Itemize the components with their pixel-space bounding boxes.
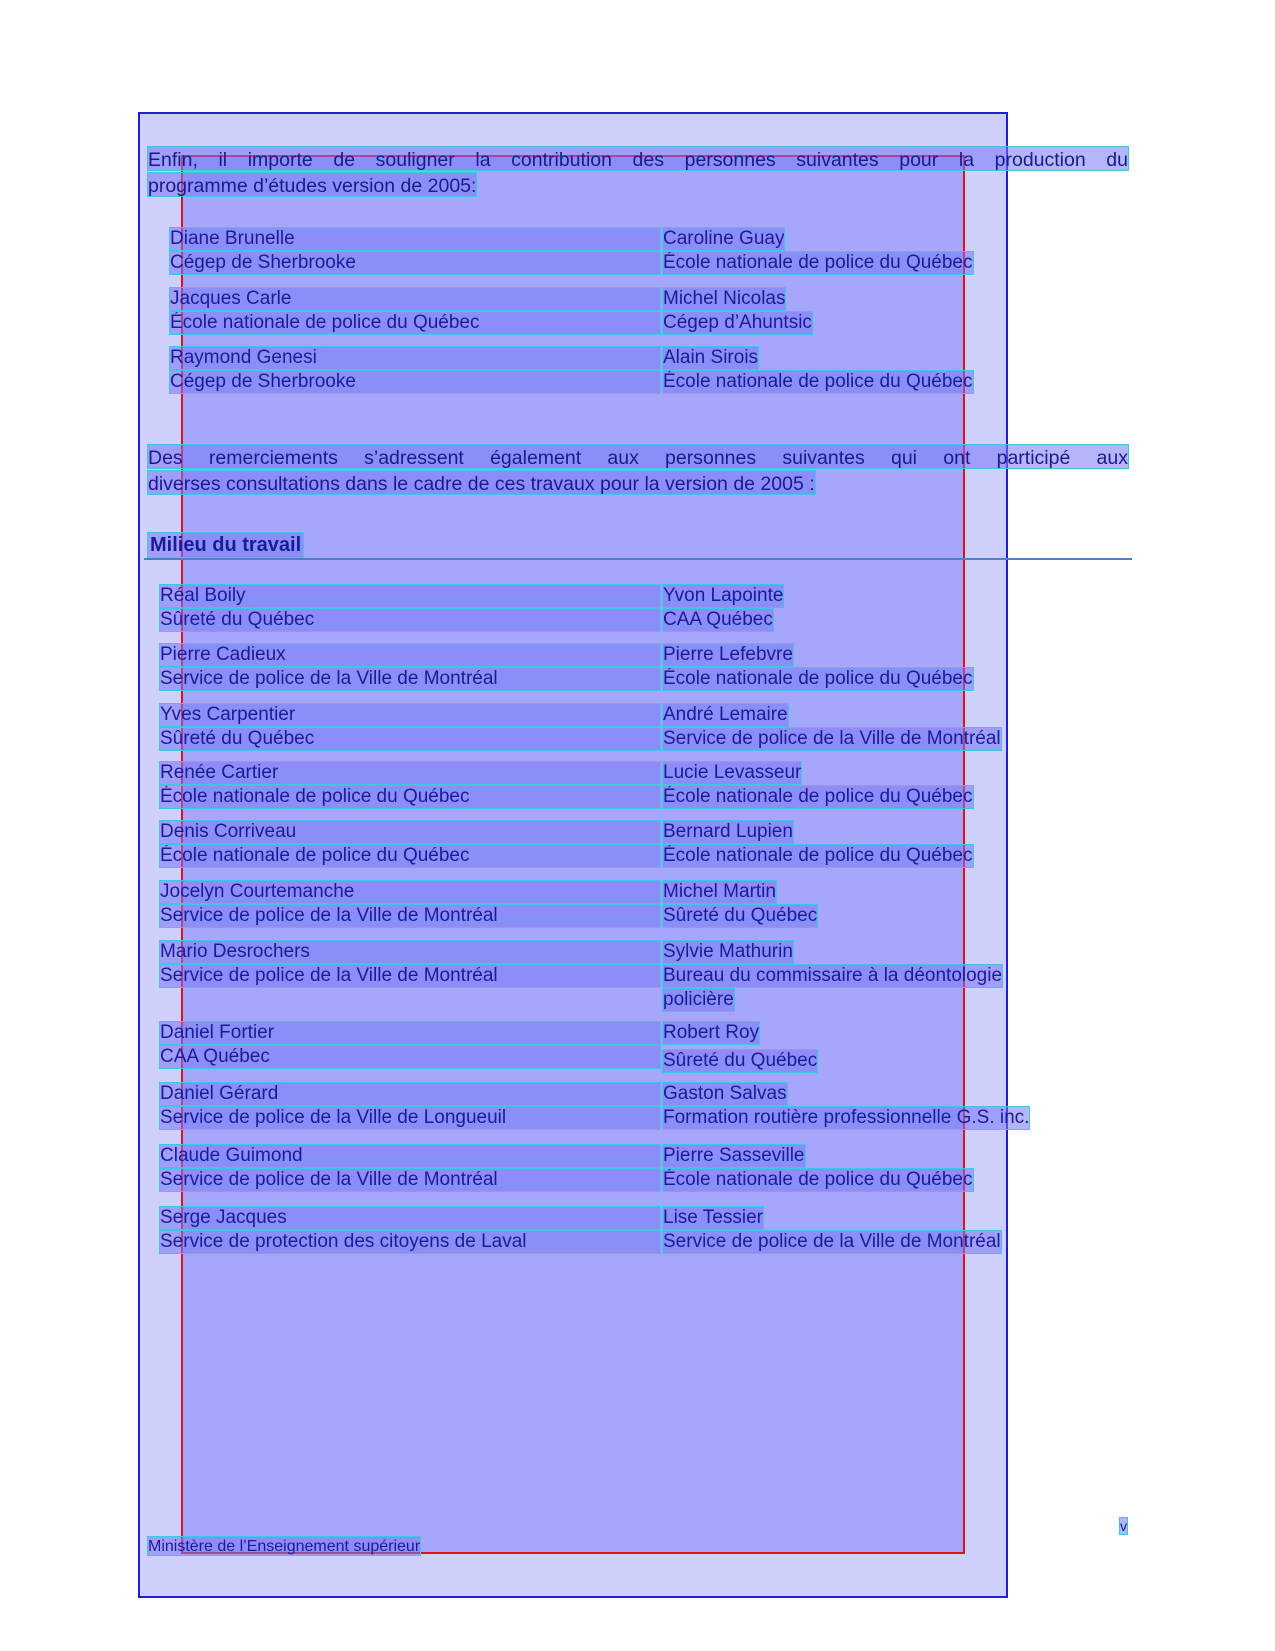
consultant-name: Denis Corriveau: [160, 821, 660, 843]
contributor-name: Michel Nicolas: [663, 288, 786, 309]
consultant-name: Michel Martin: [663, 881, 776, 902]
consultant-org: Sûreté du Québec: [160, 609, 660, 631]
contributor-name: Alain Sirois: [663, 347, 759, 368]
consultant-name: Jocelyn Courtemanche: [160, 881, 660, 903]
consultant-name: Renée Cartier: [160, 762, 660, 784]
consultant-name: Bernard Lupien: [663, 821, 793, 842]
consultant-name: Serge Jacques: [160, 1207, 660, 1229]
consultant-org: Service de police de la Ville de Montréal: [160, 905, 660, 927]
consultant-name: Claude Guimond: [160, 1145, 660, 1167]
intro-paragraph: [148, 147, 1128, 199]
consultant-org: École nationale de police du Québec: [160, 786, 660, 808]
consultant-name: Yvon Lapointe: [663, 585, 784, 606]
consultant-org: École nationale de police du Québec: [160, 845, 660, 867]
consultant-org: École nationale de police du Québec: [663, 845, 973, 866]
consultant-name: Réal Boily: [160, 585, 660, 607]
contributor-org: Cégep de Sherbrooke: [170, 252, 660, 274]
consultant-org: Service de police de la Ville de Montréal: [663, 1231, 1001, 1252]
consultant-org: École nationale de police du Québec: [663, 786, 973, 807]
consultant-org: Bureau du commissaire à la déontologie: [663, 965, 1003, 986]
consultant-org: CAA Québec: [160, 1046, 660, 1068]
contributor-org: Cégep de Sherbrooke: [170, 371, 660, 393]
section-heading: Milieu du travail: [150, 534, 302, 556]
consultant-name: Pierre Sasseville: [663, 1145, 805, 1166]
consultant-org-continued: policière: [663, 989, 734, 1010]
intro-line-1: Enfin, il importe de souligner la contribution des personnes suivantes pour la production du: [148, 149, 1128, 171]
contributor-org: École nationale de police du Québec: [663, 371, 973, 392]
contributor-org: Cégep d’Ahuntsic: [663, 312, 812, 333]
consultant-org: Service de police de la Ville de Montréal: [160, 668, 660, 690]
consultant-org: Formation routière professionnelle G.S. inc.: [663, 1107, 1030, 1128]
consultant-org: Service de police de la Ville de Longueuil: [160, 1107, 660, 1129]
consultant-name: Lucie Levasseur: [663, 762, 802, 783]
consultant-org: Service de police de la Ville de Montréal: [663, 728, 1001, 749]
consultant-name: Robert Roy: [663, 1022, 760, 1043]
contributor-org: École nationale de police du Québec: [663, 252, 973, 273]
consultant-org: Sûreté du Québec: [160, 728, 660, 750]
consultant-name: Yves Carpentier: [160, 704, 660, 726]
contributor-name: Caroline Guay: [663, 228, 785, 249]
contributor-name: Raymond Genesi: [170, 347, 660, 369]
consultant-org: CAA Québec: [663, 609, 773, 630]
consultant-name: Lise Tessier: [663, 1207, 763, 1228]
heading-rule: [144, 558, 1132, 560]
consultant-name: Sylvie Mathurin: [663, 941, 793, 962]
consultant-org: Service de police de la Ville de Montréal: [160, 1169, 660, 1191]
page-number: v: [1120, 1518, 1127, 1534]
contributor-name: Diane Brunelle: [170, 228, 660, 250]
consultant-org: Service de police de la Ville de Montréal: [160, 965, 660, 987]
consultant-org: École nationale de police du Québec: [663, 668, 973, 689]
consultant-org: Sûreté du Québec: [663, 905, 818, 926]
consultant-name: Daniel Fortier: [160, 1022, 660, 1044]
consultant-org: École nationale de police du Québec: [663, 1169, 973, 1190]
consultant-name: Gaston Salvas: [663, 1083, 787, 1104]
consultant-name: Daniel Gérard: [160, 1083, 660, 1105]
consultant-name: Mario Desrochers: [160, 941, 660, 963]
consultant-name: André Lemaire: [663, 704, 788, 725]
contributor-org: École nationale de police du Québec: [170, 312, 660, 334]
intro-line-2: programme d’études version de 2005:: [148, 175, 477, 197]
consultant-name: Pierre Lefebvre: [663, 644, 793, 665]
thanks-line-2: diverses consultations dans le cadre de ces travaux pour la version de 2005 :: [148, 473, 815, 495]
consultant-name: Pierre Cadieux: [160, 644, 660, 666]
consultant-org: Sûreté du Québec: [663, 1050, 818, 1071]
consultant-org: Service de protection des citoyens de Laval: [160, 1231, 660, 1253]
contributor-name: Jacques Carle: [170, 288, 660, 310]
thanks-line-1: Des remerciements s’adressent également aux personnes suivantes qui ont participé aux: [148, 447, 1128, 469]
thanks-paragraph: [148, 445, 1128, 497]
footer-ministry: Ministère de l’Enseignement supérieur: [148, 1538, 421, 1555]
